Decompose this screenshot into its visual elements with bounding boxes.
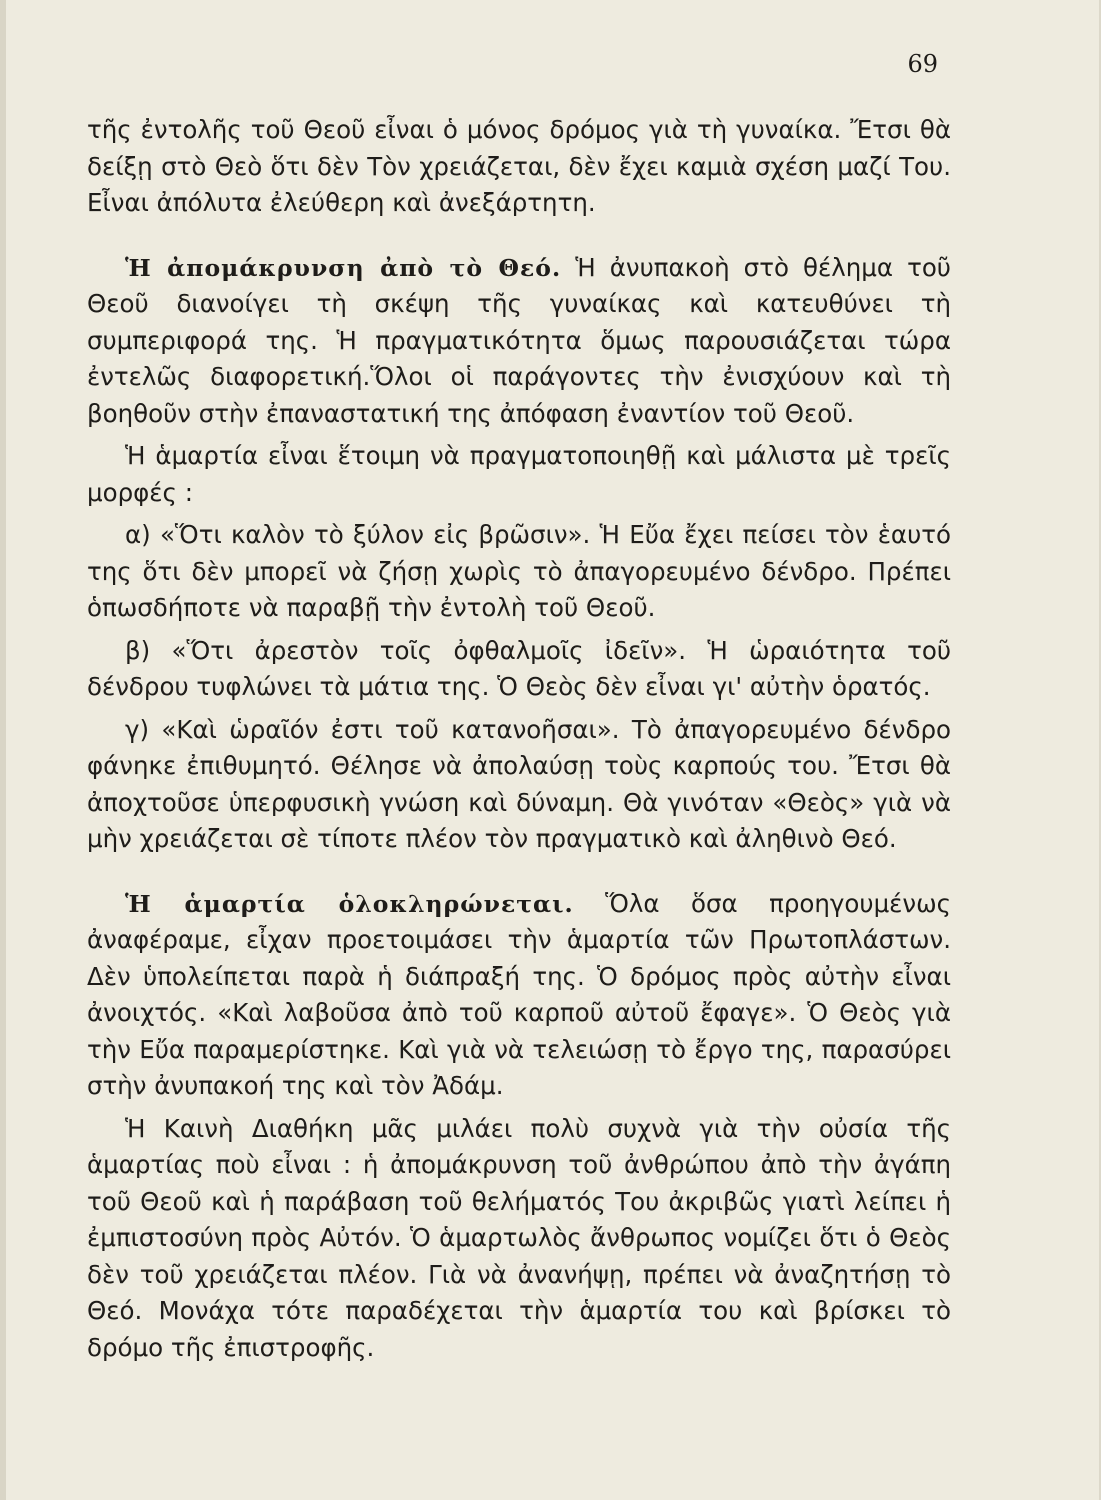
paragraph-5: β) «Ὅτι ἀρεστὸν τοῖς ὀφθαλμοῖς ἰδεῖν». Ἡ ὡραιότητα τοῦ δένδρου τυφλώνει τὰ μάτια της. Ὁ Θεὸς δὲν εἶναι γι' αὐτὴν ὁρατός. [87, 635, 951, 701]
section-heading-sin-completed: Ἡ ἁμαρτία ὁλοκληρώνεται. [125, 889, 574, 918]
paragraph-8: Ἡ Καινὴ Διαθήκη μᾶς μιλάει πολὺ συχνὰ γιὰ τὴν οὐσία τῆς ἁμαρτίας ποὺ εἶναι : ἡ ἀπομάκρυνση τοῦ ἀνθρώπου ἀπὸ τὴν ἀγάπη τοῦ Θεοῦ καὶ ἡ παράβαση τοῦ θελήματός Του ἀκριβῶς γιατὶ λείπει ἡ ἐμπιστοσύνη πρὸς Αὐτόν. Ὁ ἁμαρτωλὸς ἄνθρωπος νομίζει ὅτι ὁ Θεὸς δὲν τοῦ χρειάζεται πλέον. Γιὰ νὰ ἀνανήψῃ, πρέπει νὰ ἀναζητήσῃ τὸ Θεό. Μονάχα τότε παραδέχεται τὴν ἁμαρτία του καὶ βρίσκει τὸ δρόμο τῆς ἐπιστροφῆς. [87, 1113, 951, 1362]
paragraph-2-text: Ἡ ἀνυπακοὴ στὸ θέλημα τοῦ Θεοῦ διανοίγει τὴ σκέψη τῆς γυναίκας καὶ κατευθύνει τὴ συμπεριφορά της. Ἡ πραγματικότητα ὅμως παρουσιάζεται τώρα ἐντελῶς διαφορετική.Ὅλοι οἱ παράγοντες τὴν ἐνισχύουν καὶ τὴ βοηθοῦν στὴν ἐπαναστατική της ἀπόφαση ἐναντίον τοῦ Θεοῦ. [87, 252, 951, 428]
paragraph-6: γ) «Καὶ ὡραῖόν ἐστι τοῦ κατανοῆσαι». Τὸ ἀπαγορευμένο δένδρο φάνηκε ἐπιθυμητό. Θέλησε νὰ ἀπολαύσῃ τοὺς καρπούς του. Ἔτσι θὰ ἀποχτοῦσε ὑπερφυσικὴ γνώση καὶ δύναμη. Θὰ γινόταν «Θεὸς» γιὰ νὰ μὴν χρειάζεται σὲ τίποτε πλέον τὸν πραγματικὸ καὶ ἀληθινὸ Θεό. [87, 714, 951, 853]
paragraph-7 [87, 886, 951, 1105]
paragraph-2 [87, 250, 951, 433]
page-number: 69 [907, 50, 938, 78]
body-text [87, 112, 951, 1366]
section-heading-distancing: Ἡ ἀπομάκρυνση ἀπὸ τὸ Θεό. [125, 253, 562, 282]
paragraph-4: α) «Ὅτι καλὸν τὸ ξύλον εἰς βρῶσιν». Ἡ Εὔα ἔχει πείσει τὸν ἑαυτό της ὅτι δὲν μπορεῖ νὰ ζήσῃ χωρὶς τὸ ἀπαγορευμένο δένδρο. Πρέπει ὁπωσδήποτε νὰ παραβῇ τὴν ἐντολὴ τοῦ Θεοῦ. [87, 520, 951, 622]
paragraph-1: τῆς ἐντολῆς τοῦ Θεοῦ εἶναι ὁ μόνος δρόμος γιὰ τὴ γυναίκα. Ἔτσι θὰ δείξῃ στὸ Θεὸ ὅτι δὲν Τὸν χρειάζεται, δὲν ἔχει καμιὰ σχέση μαζί Του. Εἶναι ἀπόλυτα ἐλεύθερη καὶ ἀνεξάρτητη. [87, 115, 951, 217]
paragraph-7-text: Ὅλα ὅσα προηγουμένως ἀναφέραμε, εἶχαν προετοιμάσει τὴν ἁμαρτία τῶν Πρωτοπλάστων. Δὲν ὑπολείπεται παρὰ ἡ διάπραξή της. Ὁ δρόμος πρὸς αὐτὴν εἶναι ἀνοιχτός. «Καὶ λαβοῦσα ἀπὸ τοῦ καρποῦ αὐτοῦ ἔφαγε». Ὁ Θεὸς γιὰ τὴν Εὔα παραμερίστηκε. Καὶ γιὰ νὰ τελειώσῃ τὸ ἔργο της, παρασύρει στὴν ἀνυπακοή της καὶ τὸν Ἀδάμ. [87, 888, 951, 1100]
paragraph-3: Ἡ ἁμαρτία εἶναι ἕτοιμη νὰ πραγματοποιηθῇ καὶ μάλιστα μὲ τρεῖς μορφές : [87, 441, 951, 507]
